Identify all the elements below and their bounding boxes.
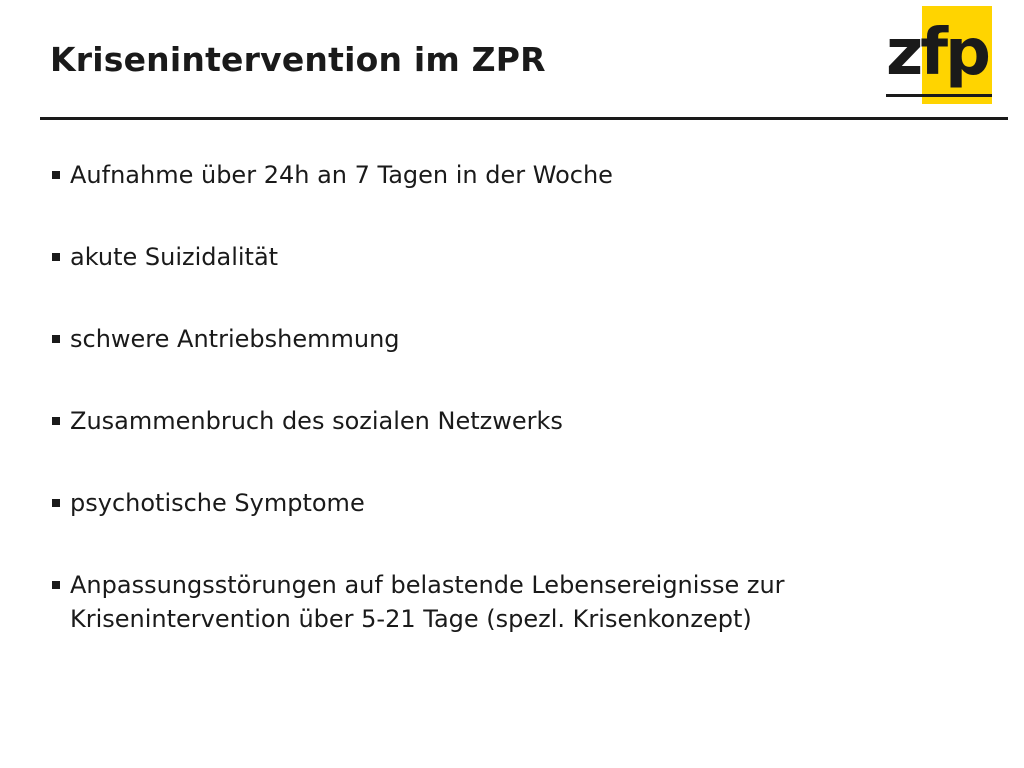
bullet-text: schwere Antriebshemmung — [70, 325, 400, 353]
bullet-square-icon — [52, 253, 60, 261]
bullet-text: Aufnahme über 24h an 7 Tagen in der Woche — [70, 161, 613, 189]
zfp-logo — [884, 6, 994, 106]
bullet-text: Anpassungsstörungen auf belastende Lebensereignisse zur Krisenintervention über 5-21 Tage (spezl. Krisenkonzept) — [70, 571, 785, 633]
logo-wordmark: zfp — [886, 16, 988, 90]
bullet-square-icon — [52, 417, 60, 425]
title-divider — [40, 117, 1008, 120]
bullet-item — [52, 486, 952, 520]
slide-title: Krisenintervention im ZPR — [50, 40, 546, 79]
bullet-text: akute Suizidalität — [70, 243, 279, 271]
bullet-square-icon — [52, 581, 60, 589]
bullet-item — [52, 568, 952, 636]
bullet-text: Zusammenbruch des sozialen Netzwerks — [70, 407, 563, 435]
bullet-item — [52, 158, 952, 192]
bullet-item — [52, 404, 952, 438]
bullet-square-icon — [52, 499, 60, 507]
bullet-item — [52, 322, 952, 356]
logo-underline — [886, 94, 992, 97]
bullet-item — [52, 240, 952, 274]
bullet-text: psychotische Symptome — [70, 489, 365, 517]
bullet-square-icon — [52, 335, 60, 343]
bullet-list — [52, 158, 952, 684]
bullet-square-icon — [52, 171, 60, 179]
